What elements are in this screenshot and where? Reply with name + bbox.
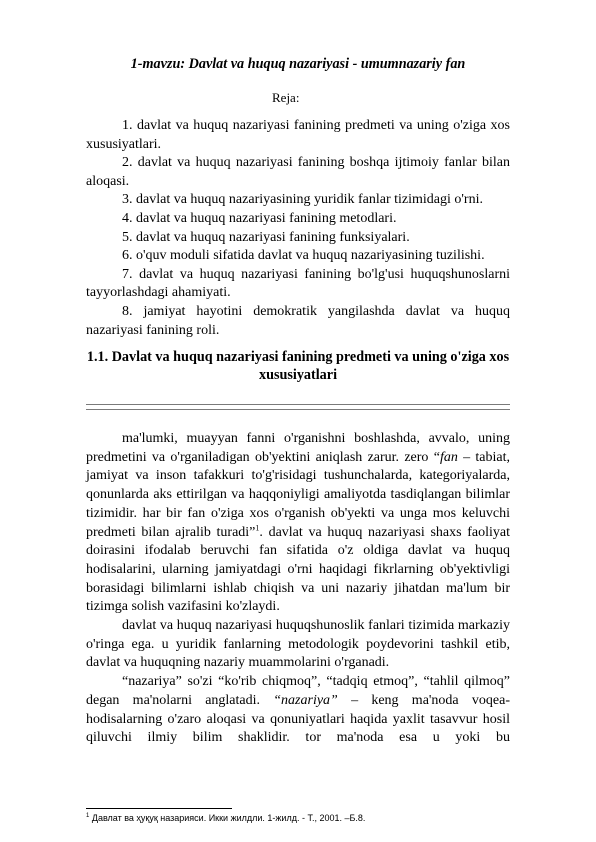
plan-item-text: davlat va huquq nazariyasining yuridik fanlar tizimidagi o'rni.: [136, 192, 483, 208]
plan-item: [86, 247, 510, 266]
plan-item: [86, 210, 510, 229]
plan-item-number: 6.: [122, 248, 133, 264]
paragraph: [86, 430, 510, 617]
lecture-title: 1-mavzu: Davlat va huquq nazariyasi - umumnazariy fan: [130, 56, 466, 72]
paragraph-text: “nazariya” so'zi “ko'rib chiqmoq”, “tadqiq etmoq”, “tahlil qilmoq” degan ma'nolarni anglatadi.: [86, 674, 510, 708]
paragraph-text: – keng ma'noda voqea-hodisalarning o'zaro aloqasi va qonuniyatlari haqida yaxlit tasavvur hosil qiluvchi ilmiy bilim shaklidir. tor ma'noda esa u yoki bu: [86, 692, 510, 746]
body-text: [86, 430, 510, 748]
plan-item: [86, 117, 510, 154]
plan-list: [86, 117, 510, 340]
paragraph: [86, 673, 510, 748]
plan-item-text: davlat va huquq nazariyasi fanining bo'lg'usi huquqshunoslarni tayyorlashdagi ahamiyati.: [86, 266, 511, 301]
footnote-divider: [86, 808, 232, 809]
italic-term: fan: [439, 449, 458, 465]
plan-item: [86, 154, 510, 191]
plan-item-number: 5.: [122, 229, 133, 245]
plan-item-number: 1.: [122, 118, 133, 133]
plan-item: [86, 191, 510, 210]
plan-item-text: jamiyat hayotini demokratik yangilashda davlat va huquq nazariyasi fanining roli.: [86, 303, 511, 338]
plan-item-text: davlat va huquq nazariyasi fanining predmeti va uning o'ziga xos xususiyatlari.: [86, 118, 510, 152]
plan-item-text: davlat va huquq nazariyasi fanining boshqa ijtimoiy fanlar bilan aloqasi.: [86, 155, 510, 189]
footnote-number: 1: [86, 813, 90, 819]
paragraph-text: . davlat va huquq nazariyasi shaxs faoliyat doirasini ifodalab beruvchi fan sifatida o'z oldiga davlat va huquq hodisalarini, ularning jamiyatdagi o'rni haqidagi fikrlarning ob'yektivligi borasidagi bilimlarni ishlab chiqish va uni nazariy jihatdan ma'lum bir tizimga solish vazifasini ko'zlaydi.: [86, 524, 510, 615]
plan-label: Reja:: [272, 90, 300, 105]
paragraph: davlat va huquq nazariyasi huquqshunoslik fanlari tizimida markaziy o'ringa ega. u yuridik fanlarning metodologik poydevorini tashkil etib, davlat va huquqning nazariy muammolarini o'rganadi.: [86, 618, 510, 671]
plan-item: [86, 229, 510, 248]
plan-item: [86, 266, 510, 303]
plan-item-text: davlat va huquq nazariyasi fanining metodlari.: [136, 210, 397, 226]
footnote-text: Давлат ва ҳуқуқ назарияси. Икки жилдли. 1-жилд. - Т., 2001. –Б.8.: [89, 813, 366, 823]
plan-item-number: 8.: [122, 303, 133, 319]
footnote: [86, 813, 365, 823]
heading-divider: [86, 404, 510, 410]
paragraph-text: ma'lumki, muayyan fanni o'rganishni boshlashda, avvalo, uning predmetini va o'rganiladigan ob'yektini aniqlash zarur. zero “: [86, 431, 510, 465]
plan-item-number: 7.: [122, 266, 133, 282]
section-heading: 1.1. Davlat va huquq nazariyasi fanining predmeti va uning o'ziga xos xususiyatlari: [86, 349, 510, 384]
plan-item: [86, 303, 510, 340]
italic-term: “nazariya”: [273, 692, 338, 708]
plan-item-number: 4.: [122, 210, 133, 226]
footnote-reference[interactable]: 1: [255, 522, 260, 532]
plan-item-text: o'quv moduli sifatida davlat va huquq nazariyasining tuzilishi.: [136, 248, 485, 264]
plan-item-number: 3.: [122, 192, 133, 208]
paragraph-text: – tabiat, jamiyat va inson tafakkuri to'g'risidagi tushunchalarda, kategoriyalarda, qonunlarda aks ettirilgan va haqqoniyligi amaliyotda tasdiqlangan bilimlar tizimidir. har bir fan o'ziga xos o'rganish ob'yekti va unga mos keluvchi predmeti bilan ajralib turadi”: [86, 449, 510, 540]
plan-item-text: davlat va huquq nazariyasi fanining funksiyalari.: [136, 229, 410, 245]
plan-item-number: 2.: [122, 155, 133, 171]
